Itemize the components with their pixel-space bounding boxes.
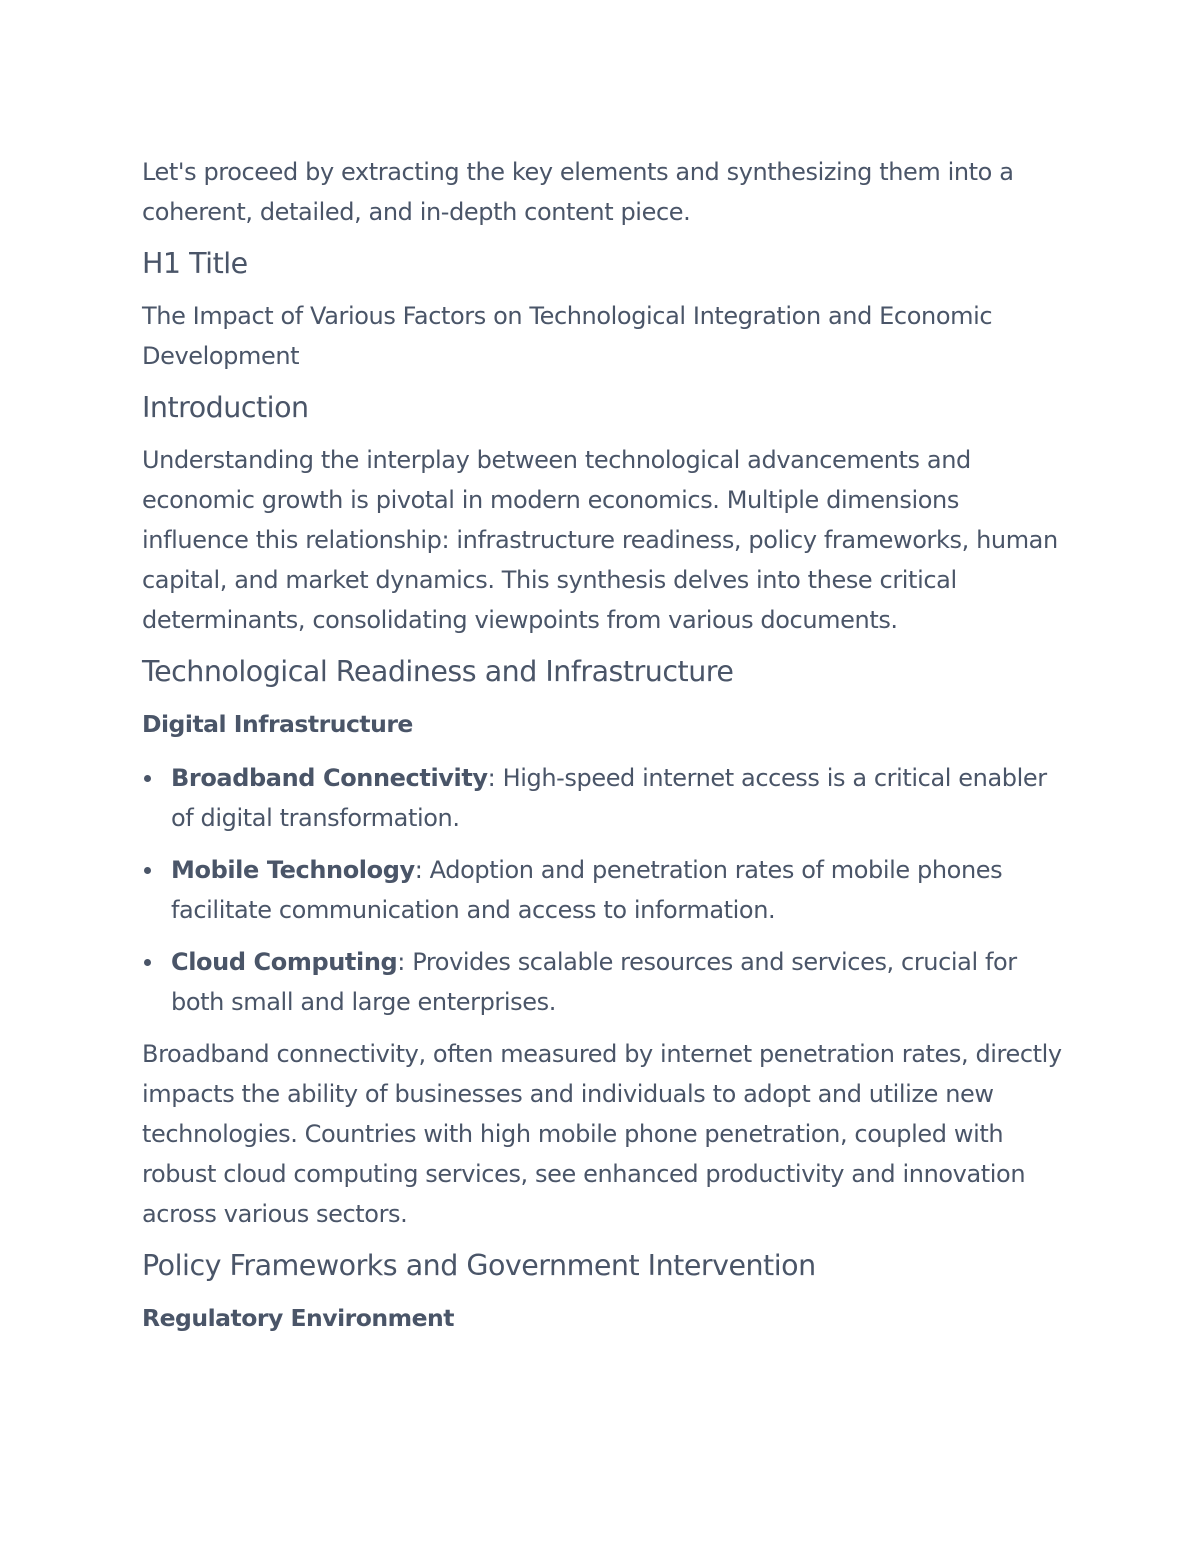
h1-label-heading: H1 Title xyxy=(142,247,248,280)
bullet-text: : High-speed internet access is a critical enabler of digital transformation. xyxy=(171,764,1047,832)
bullet-term: Broadband Connectivity xyxy=(171,764,488,792)
list-item xyxy=(142,850,1062,930)
list-item xyxy=(142,758,1062,838)
bullet-text: : Provides scalable resources and services, crucial for both small and large enterprises. xyxy=(171,948,1017,1016)
tech-readiness-heading: Technological Readiness and Infrastructure xyxy=(142,655,734,688)
digital-infrastructure-subheading: Digital Infrastructure xyxy=(142,710,413,738)
bullet-term: Mobile Technology xyxy=(171,856,415,884)
bullet-term: Cloud Computing xyxy=(171,948,398,976)
policy-heading: Policy Frameworks and Government Intervention xyxy=(142,1249,816,1282)
introduction-paragraph: Understanding the interplay between technological advancements and economic growth is pivotal in modern economics. Multiple dimensions influence this relationship: infrastructure readiness, policy frameworks, human capital, and market dynamics. This synthesis delves into these critical determinants, consolidating viewpoints from various documents. xyxy=(142,446,1058,634)
intro-paragraph: Let's proceed by extracting the key elements and synthesizing them into a coherent, detailed, and in-depth content piece. xyxy=(142,158,1014,226)
tech-readiness-paragraph: Broadband connectivity, often measured by internet penetration rates, directly impacts the ability of businesses and individuals to adopt and utilize new technologies. Countries with high mobile phone penetration, coupled with robust cloud computing services, see enhanced productivity and innovation across various sectors. xyxy=(142,1040,1062,1228)
document-title-text: The Impact of Various Factors on Technological Integration and Economic Development xyxy=(142,302,993,370)
bullet-icon xyxy=(144,867,151,874)
digital-infrastructure-list xyxy=(142,758,1062,1022)
bullet-text: : Adoption and penetration rates of mobile phones facilitate communication and access to information. xyxy=(171,856,1003,924)
bullet-icon xyxy=(144,775,151,782)
list-item xyxy=(142,942,1062,1022)
regulatory-environment-subheading: Regulatory Environment xyxy=(142,1304,454,1332)
bullet-icon xyxy=(144,959,151,966)
introduction-heading: Introduction xyxy=(142,391,309,424)
document-page xyxy=(142,152,1062,1338)
